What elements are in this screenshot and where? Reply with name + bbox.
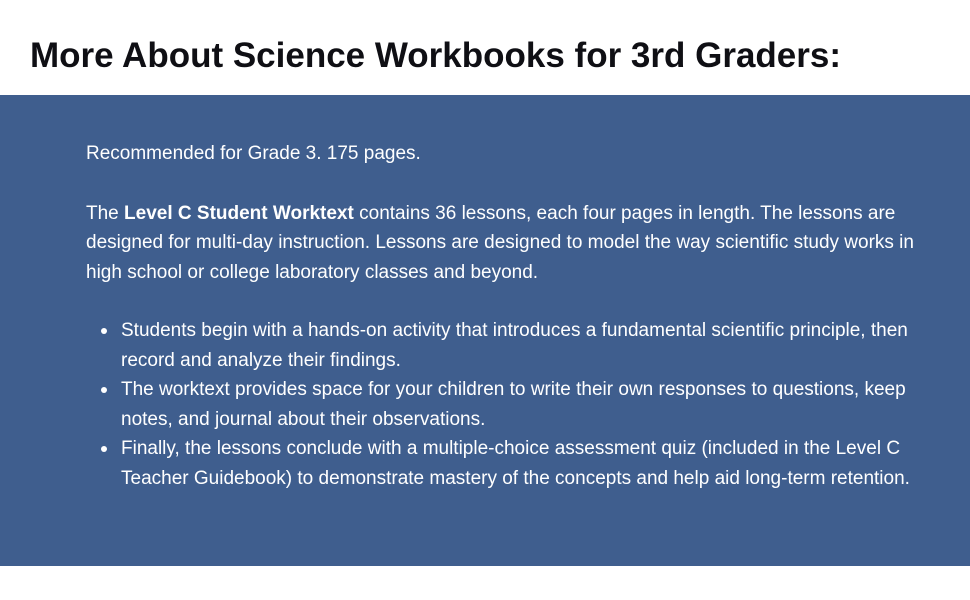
feature-list [86, 316, 946, 493]
intro-paragraph [86, 199, 946, 288]
intro-bold-title: Level C Student Worktext [124, 202, 354, 224]
page-heading: More About Science Workbooks for 3rd Graders: [30, 36, 841, 75]
list-item-text: Finally, the lessons conclude with a multiple-choice assessment quiz (included in the Level C Teacher Guidebook) to demonstrate mastery of the concepts and help aid long-term retention. [121, 438, 910, 489]
bullet-icon [101, 387, 107, 393]
list-item [121, 434, 946, 493]
panel-content [86, 139, 946, 493]
list-item-text: Students begin with a hands-on activity that introduces a fundamental scientific principle, then record and analyze their findings. [121, 320, 908, 371]
bullet-icon [101, 446, 107, 452]
list-item-text: The worktext provides space for your children to write their own responses to questions, keep notes, and journal about their observations. [121, 379, 906, 430]
intro-prefix: The [86, 202, 125, 224]
list-item [121, 316, 946, 375]
list-item [121, 375, 946, 434]
intro-suffix: contains 36 lessons, each four pages in length. The lessons are designed for multi-day instruction. Lessons are designed to model the way scientific study works in high school or college laboratory classes and beyond. [86, 202, 914, 283]
description-panel [0, 95, 970, 566]
bullet-icon [101, 328, 107, 334]
recommended-text: Recommended for Grade 3. 175 pages. [86, 143, 421, 164]
